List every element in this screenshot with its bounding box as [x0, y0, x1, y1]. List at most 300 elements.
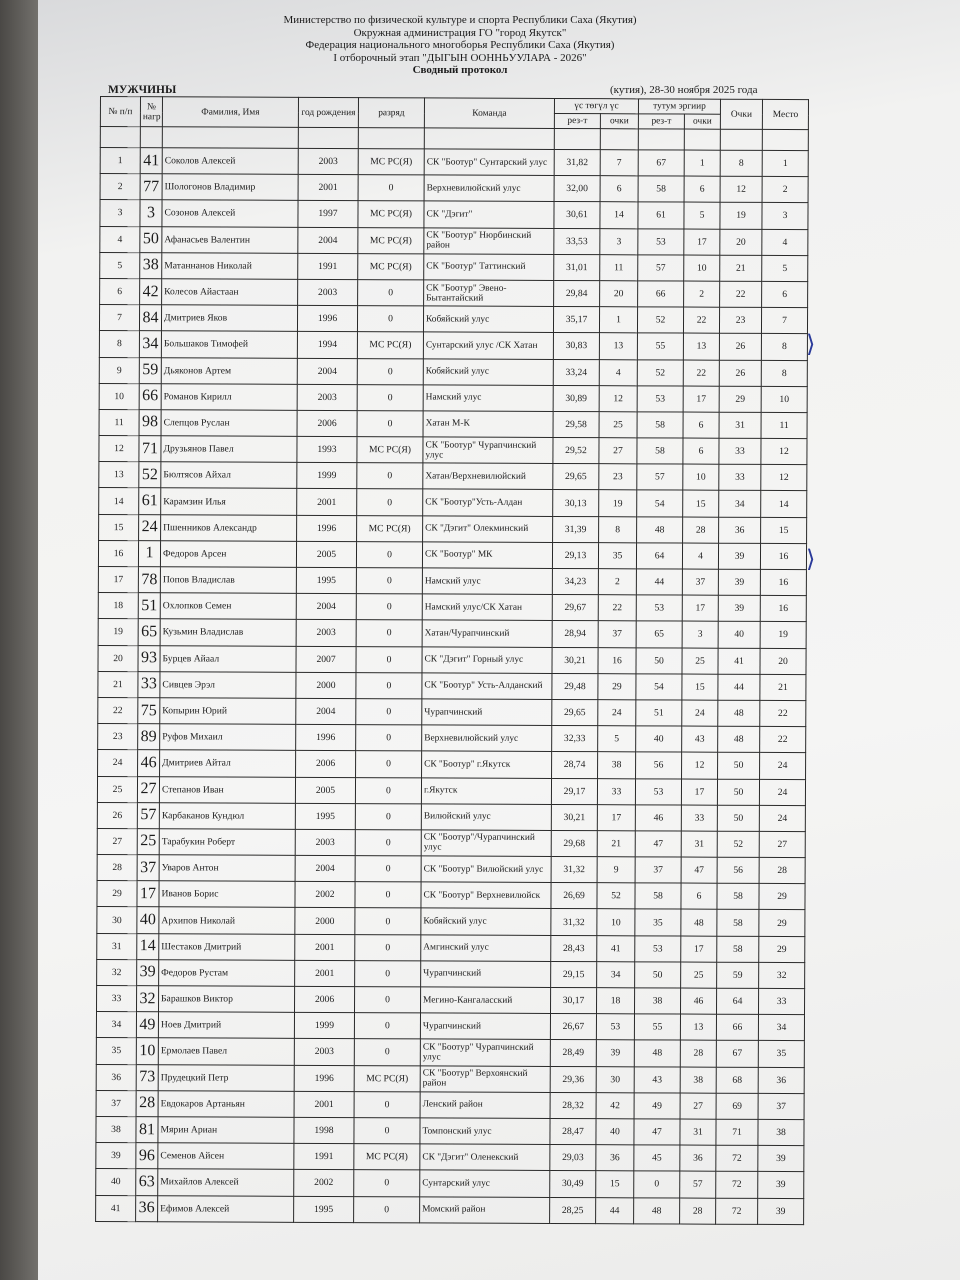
cell-place: 20: [760, 648, 806, 674]
cell-rank: 0: [356, 541, 422, 567]
cell-year: 1995: [295, 803, 355, 829]
cell-year: 2003: [295, 829, 355, 855]
cell-result-1: 26,67: [550, 1014, 596, 1040]
cell-team: Намский улус: [422, 568, 552, 595]
cell-rank: 0: [355, 829, 421, 855]
cell-team: Чурапчинский: [421, 961, 551, 988]
cell-year: 2002: [294, 1170, 354, 1196]
cell-team: Кобяйский улус: [423, 358, 553, 385]
cell-rank: 0: [355, 960, 421, 986]
cell-points-2: 28: [683, 517, 719, 543]
cell-result-1: 30,61: [554, 202, 600, 228]
cell-points-2: 17: [681, 779, 717, 805]
cell-points-2: 17: [683, 386, 719, 412]
cell-points-1: 25: [599, 412, 637, 438]
cell-result-2: 44: [636, 569, 682, 595]
handwritten-bracket-mark: ⟩: [806, 330, 816, 358]
cell-team: Верхневилюйский улус: [424, 175, 554, 202]
cell-bib: 10: [136, 1038, 158, 1064]
cell-place: 6: [762, 281, 808, 307]
cell-rank: 0: [358, 175, 424, 201]
cell-points-1: 19: [599, 490, 637, 516]
cell-result-2: 58: [638, 176, 684, 202]
cell-rank: 0: [356, 699, 422, 725]
cell-points-2: 17: [684, 229, 720, 255]
cell-result-2: 53: [636, 595, 682, 621]
table-row: [96, 1116, 804, 1145]
cell-team: Намский улус/СК Хатан: [422, 594, 552, 621]
table-row: [98, 566, 806, 595]
cell-name: Бурцев Айаал: [160, 645, 296, 672]
cell-pp: 39: [96, 1143, 136, 1169]
cell-rank: 0: [354, 1118, 420, 1144]
cell-points-2: 2: [684, 281, 720, 307]
cell-place: 12: [761, 465, 807, 491]
cell-points-2: 22: [683, 307, 719, 333]
cell-points-1: 52: [597, 883, 635, 909]
cell-bib: 34: [139, 331, 161, 357]
cell-result-2: 57: [638, 255, 684, 281]
col-header-total: Очки: [720, 99, 762, 129]
cell-team: СК "Боотур" Сунтарский улус: [424, 149, 554, 176]
cell-bib: 46: [138, 750, 160, 776]
cell-bib: 3: [140, 200, 162, 226]
cell-points-1: 35: [598, 542, 636, 568]
cell-bib: 49: [136, 1012, 158, 1038]
cell-team: Сунтарский улус: [420, 1170, 550, 1197]
cell-name: Тарабукин Роберт: [159, 829, 295, 856]
cell-result-1: 28,43: [551, 935, 597, 961]
cell-points-1: 4: [599, 359, 637, 385]
cell-points-2: 31: [680, 1119, 716, 1145]
cell-points-2: 6: [683, 438, 719, 464]
cell-pp: 15: [99, 514, 139, 540]
cell-place: 27: [759, 831, 805, 857]
cell-team: Томпонский улус: [420, 1118, 550, 1145]
cell-result-2: 58: [637, 438, 683, 464]
cell-rank: 0: [358, 280, 424, 306]
cell-result-1: 29,58: [553, 411, 599, 437]
cell-points-2: 25: [681, 962, 717, 988]
cell-place: 11: [761, 412, 807, 438]
cell-points-1: 41: [597, 935, 635, 961]
cell-points-2: 43: [682, 726, 718, 752]
cell-place: 16: [760, 569, 806, 595]
cell-place: 21: [760, 674, 806, 700]
cell-result-2: 35: [635, 909, 681, 935]
cell-rank: 0: [356, 672, 422, 698]
cell-team: СК "Дэгит": [424, 201, 554, 228]
cell-total: 71: [716, 1119, 758, 1145]
cell-result-1: 31,32: [551, 909, 597, 935]
cell-rank: МС РС(Я): [354, 1065, 420, 1091]
cell-points-1: 33: [597, 778, 635, 804]
cell-result-2: 53: [637, 386, 683, 412]
cell-result-1: 29,52: [553, 438, 599, 464]
cell-total: 21: [720, 255, 762, 281]
table-row: [97, 881, 805, 910]
cell-name: Евдокаров Артаньян: [158, 1091, 294, 1118]
cell-team: СК "Боотур" Нюрбинский район: [424, 227, 554, 254]
cell-points-2: 15: [683, 490, 719, 516]
cell-year: 2004: [296, 698, 356, 724]
cell-pp: 6: [100, 278, 140, 304]
results-table: [95, 96, 809, 1225]
table-row: [98, 724, 806, 753]
cell-result-1: 30,83: [553, 333, 599, 359]
cell-name: Попов Владислав: [160, 567, 296, 594]
table-row: [98, 750, 806, 779]
cell-bib: 71: [139, 436, 161, 462]
cell-place: 37: [758, 1093, 804, 1119]
cell-points-2: 28: [680, 1198, 716, 1224]
cell-place: 34: [758, 1015, 804, 1041]
cell-result-1: 28,32: [550, 1092, 596, 1118]
cell-result-2: 56: [636, 752, 682, 778]
cell-result-1: 29,15: [551, 961, 597, 987]
cell-points-1: 40: [596, 1119, 634, 1145]
cell-place: 5: [762, 255, 808, 281]
cell-year: 2003: [298, 279, 358, 305]
cell-pp: 34: [96, 1012, 136, 1038]
cell-team: СК "Дэгит" Горный улус: [422, 646, 552, 673]
cell-place: 3: [762, 203, 808, 229]
cell-place: 32: [759, 962, 805, 988]
cell-pp: 13: [99, 462, 139, 488]
cell-result-2: 53: [638, 228, 684, 254]
table-row: [100, 174, 808, 203]
cell-pp: 26: [97, 802, 137, 828]
cell-rank: 0: [357, 358, 423, 384]
table-row: [99, 383, 807, 412]
cell-points-1: 53: [596, 1014, 634, 1040]
cell-result-1: 29,84: [554, 280, 600, 306]
cell-total: 50: [718, 753, 760, 779]
cell-pp: 40: [96, 1169, 136, 1195]
event-dateline: (кутия), 28-30 ноября 2025 года: [610, 84, 758, 96]
cell-result-1: 30,89: [553, 385, 599, 411]
cell-place: 2: [762, 177, 808, 203]
cell-points-1: 23: [599, 464, 637, 490]
cell-points-2: 25: [682, 648, 718, 674]
cell-result-1: 29,03: [550, 1145, 596, 1171]
cell-result-1: 28,47: [550, 1118, 596, 1144]
col-header-place: Место: [762, 99, 808, 129]
cell-total: 22: [720, 281, 762, 307]
cell-team: Хатан М-К: [423, 411, 553, 438]
cell-rank: МС РС(Я): [354, 1144, 420, 1170]
cell-total: 52: [717, 831, 759, 857]
cell-bib: 61: [139, 488, 161, 514]
cell-bib: 65: [138, 619, 160, 645]
table-row: [99, 488, 807, 517]
cell-year: 2000: [296, 672, 356, 698]
cell-result-2: 55: [634, 1014, 680, 1040]
cell-name: Семенов Айсен: [158, 1143, 294, 1170]
cell-bib: 33: [138, 671, 160, 697]
col-header-name: Фамилия, Имя: [162, 97, 298, 128]
cell-total: 44: [718, 674, 760, 700]
cell-rank: 0: [354, 1013, 420, 1039]
cell-pp: 18: [98, 593, 138, 619]
cell-result-2: 57: [637, 464, 683, 490]
cell-pp: 11: [99, 409, 139, 435]
cell-pp: 12: [99, 436, 139, 462]
cell-result-1: 30,17: [551, 987, 597, 1013]
cell-pp: 33: [97, 985, 137, 1011]
table-row: [96, 1090, 804, 1119]
table-row: [100, 148, 808, 177]
cell-year: 2003: [297, 384, 357, 410]
cell-year: 2004: [296, 594, 356, 620]
table-row: [98, 619, 806, 648]
table-header-row-1: [100, 97, 808, 115]
cell-points-2: 6: [683, 412, 719, 438]
cell-total: 26: [719, 360, 761, 386]
cell-place: 36: [758, 1067, 804, 1093]
cell-name: Пшенников Александр: [161, 514, 297, 541]
cell-result-2: 37: [635, 857, 681, 883]
cell-name: Ноев Дмитрий: [158, 1012, 294, 1039]
cell-result-1: 28,25: [550, 1197, 596, 1223]
cell-team: Верхневилюйский улус: [422, 725, 552, 752]
cell-total: 12: [720, 176, 762, 202]
table-row: [100, 252, 808, 281]
cell-team: Момский район: [420, 1196, 550, 1223]
cell-pp: 21: [98, 671, 138, 697]
cell-result-1: 35,17: [553, 307, 599, 333]
cell-result-2: 45: [634, 1145, 680, 1171]
cell-place: 22: [760, 700, 806, 726]
cell-pp: 9: [99, 357, 139, 383]
cell-bib: 66: [139, 383, 161, 409]
cell-year: 2006: [297, 410, 357, 436]
cell-year: 2005: [295, 777, 355, 803]
cell-points-2: 13: [680, 1014, 716, 1040]
table-row: [100, 278, 808, 307]
cell-place: 16: [760, 596, 806, 622]
cell-points-2: 28: [680, 1040, 716, 1066]
table-row: [98, 645, 806, 674]
cell-year: 2001: [295, 960, 355, 986]
cell-name: Карбаканов Кундюл: [159, 802, 295, 829]
cell-result-1: 33,53: [554, 228, 600, 254]
cell-points-1: 34: [597, 961, 635, 987]
cell-result-1: 31,01: [554, 254, 600, 280]
cell-year: 1991: [294, 1143, 354, 1169]
cell-total: 20: [720, 229, 762, 255]
cell-bib: 1: [138, 540, 160, 566]
cell-place: 24: [760, 753, 806, 779]
cell-result-2: 48: [634, 1197, 680, 1223]
cell-total: 59: [717, 962, 759, 988]
cell-result-1: 29,17: [551, 778, 597, 804]
cell-team: СК "Боотур" Эвено-Бытантайский: [424, 280, 554, 307]
cell-points-1: 8: [599, 516, 637, 542]
cell-team: СК "Боотур" Таттинский: [424, 254, 554, 281]
cell-place: 39: [758, 1146, 804, 1172]
cell-name: Руфов Михаил: [160, 724, 296, 751]
cell-team: Мегино-Кангаласский: [421, 987, 551, 1014]
cell-name: Дмитриев Яков: [161, 305, 297, 332]
cell-result-1: 28,94: [552, 621, 598, 647]
cell-result-2: 38: [635, 988, 681, 1014]
table-row: [97, 855, 805, 884]
cell-rank: МС РС(Я): [358, 201, 424, 227]
cell-total: 72: [716, 1198, 758, 1224]
cell-name: Бюлтясов Айхал: [161, 462, 297, 489]
cell-pp: 7: [99, 305, 139, 331]
cell-points-1: 10: [597, 909, 635, 935]
cell-points-2: 27: [680, 1093, 716, 1119]
cell-bib: 63: [136, 1169, 158, 1195]
cell-total: 58: [717, 910, 759, 936]
cell-result-2: 58: [637, 412, 683, 438]
cell-name: Уваров Антон: [159, 855, 295, 882]
cell-name: Шологонов Владимир: [162, 174, 298, 201]
cell-pp: 38: [96, 1116, 136, 1142]
table-row: [100, 200, 808, 229]
cell-result-2: 61: [638, 202, 684, 228]
cell-rank: 0: [357, 410, 423, 436]
cell-points-1: 42: [596, 1092, 634, 1118]
table-row: [98, 671, 806, 700]
cell-team: СК "Боотур" Вилюйский улус: [421, 856, 551, 883]
cell-result-1: 31,82: [554, 149, 600, 175]
cell-name: Ефимов Алексей: [158, 1195, 294, 1222]
cell-total: 66: [716, 1014, 758, 1040]
cell-year: 2004: [295, 855, 355, 881]
cell-name: Федоров Рустам: [159, 960, 295, 987]
cell-points-2: 1: [684, 150, 720, 176]
cell-points-2: 48: [681, 909, 717, 935]
cell-total: 8: [720, 150, 762, 176]
cell-team: Хатан/Верхневилюйский: [423, 463, 553, 490]
cell-total: 34: [719, 491, 761, 517]
cell-rank: МС РС(Я): [357, 515, 423, 541]
cell-name: Федоров Арсен: [160, 541, 296, 568]
cell-rank: 0: [356, 568, 422, 594]
cell-result-1: 29,68: [551, 830, 597, 856]
header-protocol-title: Сводный протокол: [412, 64, 508, 76]
cell-rank: МС РС(Я): [358, 253, 424, 279]
cell-total: 72: [716, 1172, 758, 1198]
col-header-points-1: очки: [600, 114, 638, 129]
cell-team: СК "Боотур" Верхоянский район: [420, 1065, 550, 1092]
cell-result-2: 48: [634, 1040, 680, 1066]
header-federation: Федерация национального многоборья Республики Саха (Якутия): [305, 39, 615, 51]
cell-rank: МС РС(Я): [357, 437, 423, 463]
cell-points-1: 29: [598, 673, 636, 699]
cell-rank: 0: [355, 882, 421, 908]
cell-points-1: 2: [598, 569, 636, 595]
cell-pp: 14: [99, 488, 139, 514]
cell-points-1: 17: [597, 804, 635, 830]
cell-year: 1991: [298, 253, 358, 279]
cell-bib: 51: [138, 593, 160, 619]
cell-points-2: 10: [684, 255, 720, 281]
col-header-result-2: рез-т: [638, 114, 684, 129]
cell-result-1: 28,74: [552, 752, 598, 778]
header-ministry: Министерство по физической культуре и спорта Республики Саха (Якутия): [283, 14, 637, 26]
cell-pp: 31: [97, 933, 137, 959]
cell-pp: 35: [96, 1038, 136, 1064]
cell-result-1: 29,67: [552, 595, 598, 621]
col-header-result-1: рез-т: [554, 113, 600, 128]
cell-bib: 36: [136, 1195, 158, 1221]
table-row: [98, 697, 806, 726]
cell-total: 69: [716, 1093, 758, 1119]
cell-points-2: 10: [683, 464, 719, 490]
cell-points-1: 18: [596, 988, 634, 1014]
cell-points-2: 17: [681, 936, 717, 962]
cell-rank: 0: [356, 620, 422, 646]
cell-team: Намский улус: [423, 385, 553, 412]
cell-points-1: 37: [598, 621, 636, 647]
cell-pp: 16: [98, 540, 138, 566]
cell-place: 1: [762, 150, 808, 176]
section-title: МУЖЧИНЫ: [108, 84, 177, 96]
cell-total: 50: [717, 779, 759, 805]
cell-rank: 0: [355, 803, 421, 829]
table-row: [99, 305, 807, 334]
cell-year: 1996: [297, 305, 357, 331]
cell-rank: 0: [357, 306, 423, 332]
cell-bib: 78: [138, 567, 160, 593]
cell-year: 2000: [295, 908, 355, 934]
cell-place: 12: [761, 438, 807, 464]
cell-result-1: 29,65: [552, 699, 598, 725]
cell-year: 1999: [294, 1013, 354, 1039]
cell-result-2: 64: [636, 543, 682, 569]
cell-points-2: 6: [684, 176, 720, 202]
cell-bib: 40: [137, 907, 159, 933]
cell-name: Мярин Ариан: [158, 1117, 294, 1144]
handwritten-bracket-mark: ⟩: [806, 545, 816, 573]
cell-result-2: 67: [638, 150, 684, 176]
cell-rank: МС РС(Я): [358, 227, 424, 253]
cell-result-2: 0: [634, 1171, 680, 1197]
cell-team: Вилюйский улус: [421, 804, 551, 831]
cell-points-2: 6: [681, 883, 717, 909]
cell-bib: 89: [138, 724, 160, 750]
cell-rank: 0: [355, 987, 421, 1013]
cell-result-1: 34,23: [552, 568, 598, 594]
col-header-pp: № п/п: [100, 97, 140, 127]
cell-name: Дьяконов Артем: [161, 357, 297, 384]
cell-pp: 22: [98, 697, 138, 723]
cell-pp: 5: [100, 252, 140, 278]
cell-total: 58: [717, 883, 759, 909]
cell-points-1: 12: [599, 385, 637, 411]
cell-name: Друзьянов Павел: [161, 436, 297, 463]
cell-total: 58: [717, 936, 759, 962]
header-administration: Окружная администрация ГО "город Якутск": [353, 26, 567, 39]
cell-total: 64: [717, 988, 759, 1014]
cell-bib: 28: [136, 1090, 158, 1116]
cell-team: г.Якутск: [421, 777, 551, 804]
cell-rank: 0: [356, 751, 422, 777]
cell-rank: 0: [355, 777, 421, 803]
cell-result-2: 66: [638, 281, 684, 307]
cell-result-2: 58: [635, 883, 681, 909]
cell-total: 23: [720, 307, 762, 333]
cell-result-1: 30,21: [551, 804, 597, 830]
cell-place: 38: [758, 1119, 804, 1145]
cell-result-2: 55: [637, 333, 683, 359]
cell-year: 2001: [297, 489, 357, 515]
cell-place: 29: [759, 936, 805, 962]
